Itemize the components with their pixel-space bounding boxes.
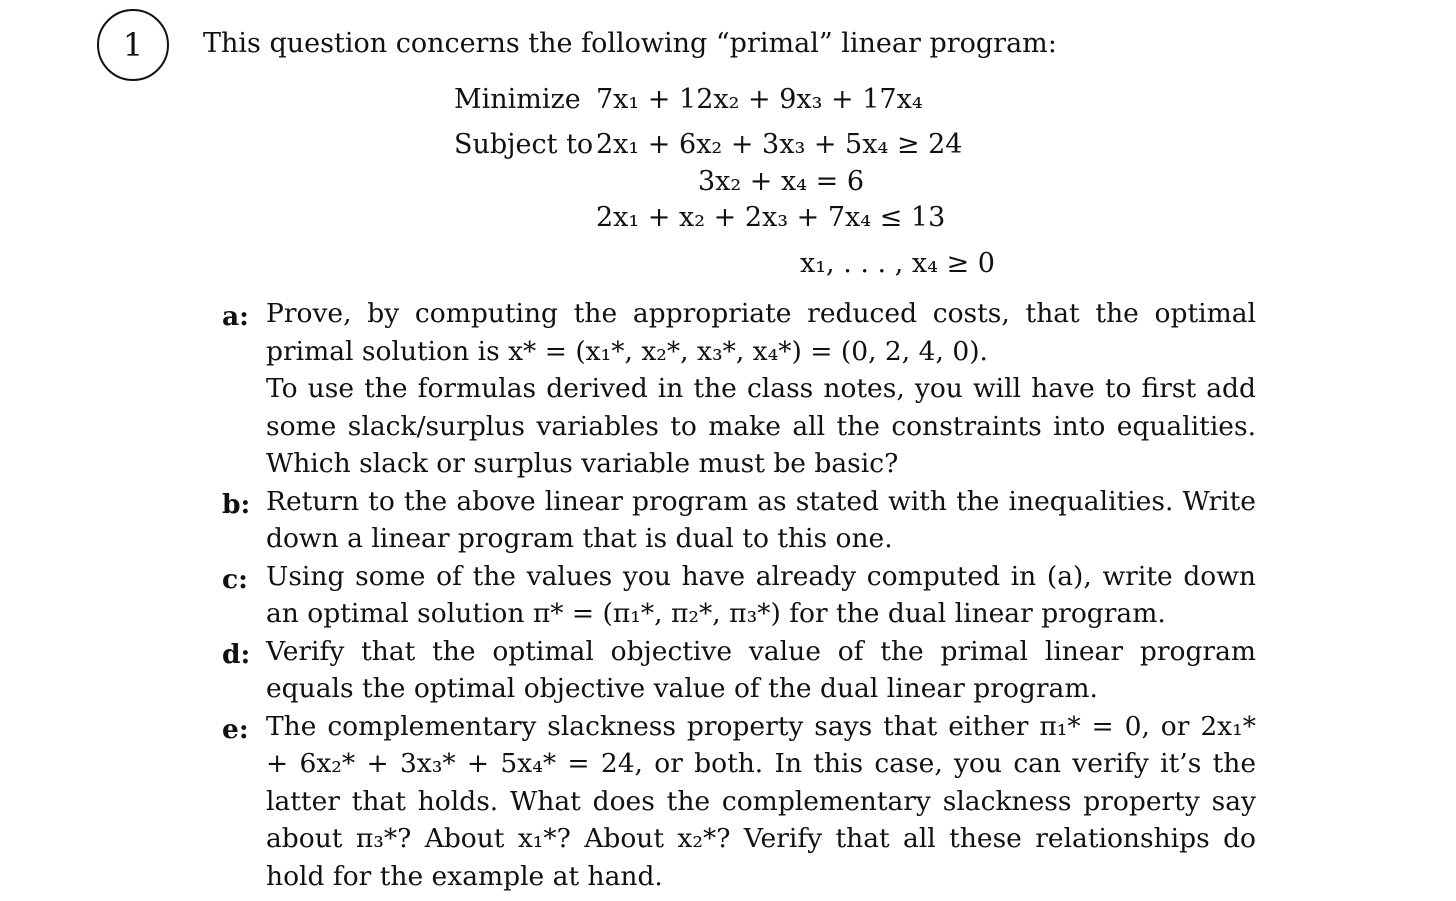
question-number: 1 <box>122 26 144 64</box>
question-number-badge <box>97 9 169 81</box>
part-label: a: <box>222 301 249 332</box>
part-text: The complementary slackness property says that either π₁* = 0, or 2x₁* + 6x₂* + 3x₃* + 5x₄* = 24, or both. In this case, you can verify it’s the latter that holds. What does the complementary slackness property say about π₃*? About x₁*? About x₂*? Verify that all these relationships do hold for the example at hand. <box>266 710 1256 892</box>
part-text: Verify that the optimal objective value of the primal linear program equals the optimal objective value of the dual linear program. <box>266 635 1256 704</box>
subject-to-label: Subject to <box>454 129 594 160</box>
nonnegativity-constraint: x₁, . . . , x₄ ≥ 0 <box>800 248 995 279</box>
part-text: Prove, by computing the appropriate reduced costs, that the optimal primal solution is x* = (x₁*, x₂*, x₃*, x₄*) = (0, 2, 4, 0). <box>266 298 1256 367</box>
constraint-2: 3x₂ + x₄ = 6 <box>698 166 865 197</box>
part-text: Return to the above linear program as stated with the inequalities. Write down a linear program that is dual to this one. <box>266 485 1256 554</box>
objective-function: 7x₁ + 12x₂ + 9x₃ + 17x₄ <box>596 84 923 115</box>
part-label: b: <box>222 488 251 520</box>
minimize-label: Minimize <box>454 84 581 115</box>
constraint-3: 2x₁ + x₂ + 2x₃ + 7x₄ ≤ 13 <box>596 202 946 233</box>
constraint-1: 2x₁ + 6x₂ + 3x₃ + 5x₄ ≥ 24 <box>596 129 963 160</box>
part-label: c: <box>222 563 248 595</box>
question-parts <box>222 298 1256 901</box>
question-intro: This question concerns the following “primal” linear program: <box>203 28 1057 59</box>
part-text-continued: To use the formulas derived in the class notes, you will have to first add some slack/surplus variables to make all the constraints into equalities. Which slack or surplus variable must be basic? <box>266 373 1256 479</box>
part-a <box>222 298 1256 483</box>
part-text: Using some of the values you have already computed in (a), write down an optimal solution π* = (π₁*, π₂*, π₃*) for the dual linear program. <box>266 560 1256 629</box>
part-c <box>222 560 1256 633</box>
part-label: d: <box>222 638 251 670</box>
part-e <box>222 710 1256 896</box>
part-d <box>222 635 1256 708</box>
part-label: e: <box>222 713 249 745</box>
part-b <box>222 485 1256 558</box>
